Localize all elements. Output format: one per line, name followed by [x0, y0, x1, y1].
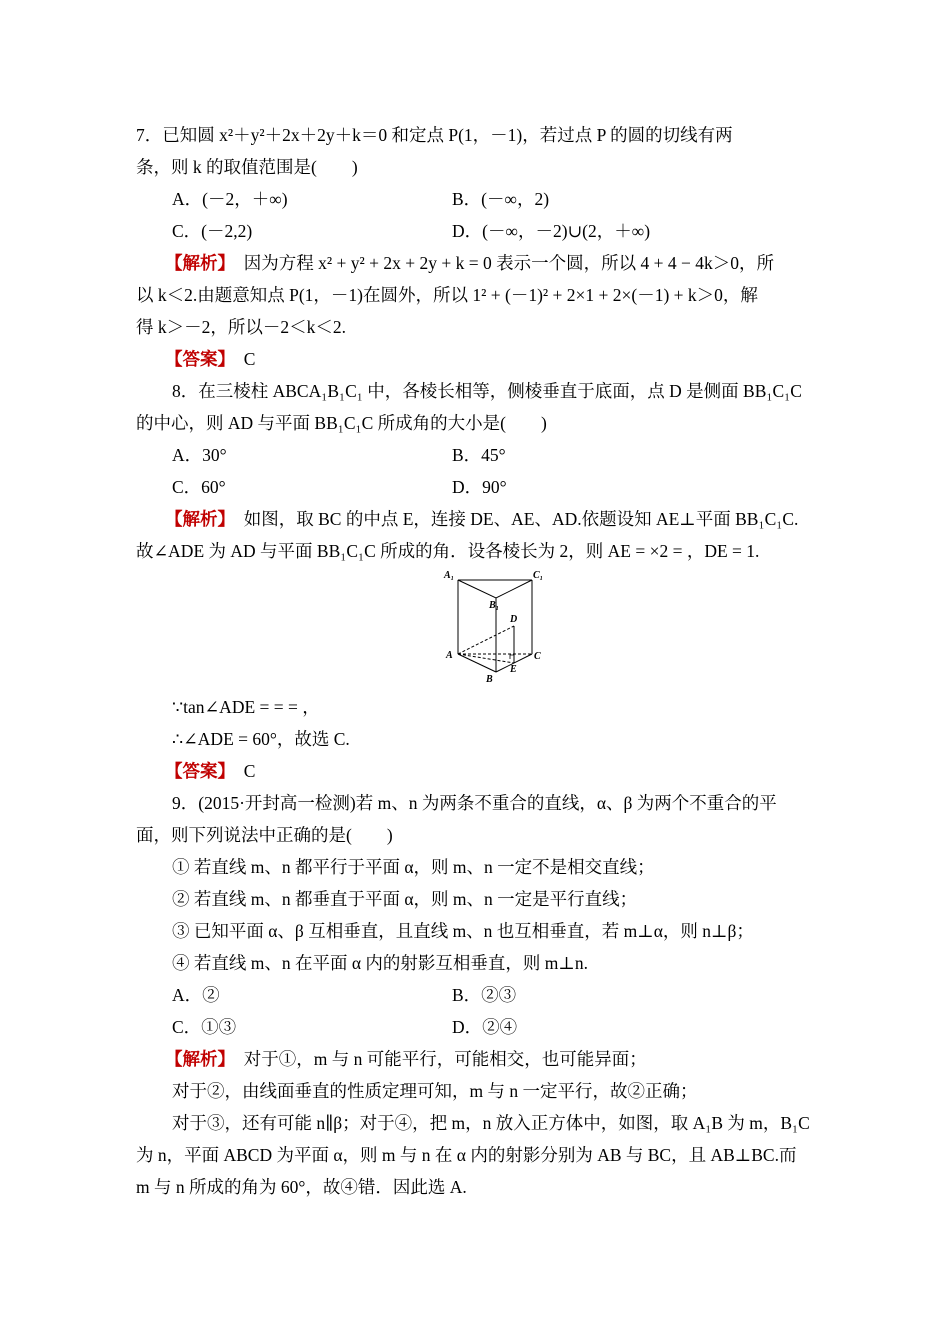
q8-option-a: A．30°	[172, 445, 227, 465]
q8-answer-value: C	[226, 761, 256, 781]
label-a1: A₁	[444, 570, 455, 581]
label-e: E	[510, 664, 517, 675]
q9-statement-4: ④ 若直线 m、n 在平面 α 内的射影互相垂直，则 m⊥n.	[172, 953, 588, 973]
label-a: A	[446, 650, 453, 661]
q9-solution-line4: 为 n，平面 ABCD 为平面 α，则 m 与 n 在 α 内的射影分别为 AB 与 BC，且 AB⊥BC.而	[136, 1145, 797, 1165]
q7-stem-line2: 条，则 k 的取值范围是( )	[136, 157, 358, 177]
q7-answer-tag: 【答案】	[165, 349, 227, 369]
q7-options-row2	[172, 219, 852, 243]
q9-option-b: B．②③	[452, 985, 517, 1005]
q8-solution-line1	[165, 507, 845, 531]
q9-option-a: A．②	[172, 985, 220, 1005]
triangular-prism-diagram	[440, 568, 550, 686]
q8-answer	[165, 759, 845, 783]
q9-solution-tag: 【解析】	[165, 1049, 227, 1069]
label-c: C	[534, 651, 541, 662]
q9-statement-3: ③ 已知平面 α、β 互相垂直，且直线 m、n 也互相垂直，若 m⊥α，则 n⊥β；	[172, 921, 754, 941]
q8-solution-line4: ∴∠ADE = 60°，故选 C.	[172, 729, 350, 749]
q7-option-d: D．(－∞，－2)∪(2，＋∞)	[452, 221, 651, 241]
q9-statement-2: ② 若直线 m、n 都垂直于平面 α，则 m、n 一定是平行直线；	[172, 889, 638, 909]
q8-answer-tag: 【答案】	[165, 761, 227, 781]
q9-options-row2	[172, 1015, 852, 1039]
prism-figure	[440, 568, 550, 686]
q8-stem-line2: 的中心，则 AD 与平面 BB₁C₁C 所成角的大小是( )	[136, 413, 547, 433]
q9-statement-1: ① 若直线 m、n 都平行于平面 α，则 m、n 一定不是相交直线；	[172, 857, 655, 877]
q9-stem-line1: 9．(2015·开封高一检测)若 m、n 为两条不重合的直线，α、β 为两个不重合的平	[172, 793, 777, 813]
q7-option-a: A．(－2，＋∞)	[172, 189, 288, 209]
q7-answer-value: C	[226, 349, 256, 369]
q9-stem-line2: 面，则下列说法中正确的是( )	[136, 825, 393, 845]
q7-solution-line3: 得 k＞－2，所以－2＜k＜2.	[136, 317, 346, 337]
label-b1: B₁	[489, 600, 500, 611]
label-d: D	[510, 614, 518, 625]
q7-solution-line2: 以 k＜2.由题意知点 P(1，－1)在圆外，所以 1² + (－1)² + 2×1 + 2×(－1) + k＞0，解	[136, 285, 758, 305]
q9-solution-line2: 对于②，由线面垂直的性质定理可知，m 与 n 一定平行，故②正确；	[172, 1081, 698, 1101]
q7-answer	[165, 347, 845, 371]
q8-stem-line1: 8．在三棱柱 ABCA₁B₁C₁ 中，各棱长相等，侧棱垂直于底面，点 D 是侧面 BB₁C₁C	[172, 381, 802, 401]
q7-solution-line1	[165, 251, 845, 275]
q9-option-c: C．①③	[172, 1017, 237, 1037]
q8-solution-tag: 【解析】	[165, 509, 227, 529]
q7-stem-line1: 7．已知圆 x²＋y²＋2x＋2y＋k＝0 和定点 P(1，－1)，若过点 P 的圆的切线有两	[136, 125, 733, 145]
q9-option-d: D．②④	[452, 1017, 518, 1037]
q9-solution-line5: m 与 n 所成的角为 60°，故④错．因此选 A.	[136, 1177, 467, 1197]
q8-solution-line3: ∵tan∠ADE = = = ，	[172, 697, 320, 717]
q9-solution-text1: 对于①，m 与 n 可能平行，可能相交，也可能异面；	[226, 1049, 647, 1069]
q8-option-c: C．60°	[172, 477, 226, 497]
q8-solution-line2: 故∠ADE 为 AD 与平面 BB₁C₁C 所成的角．设各棱长为 2，则 AE = ×2 = ，DE = 1.	[136, 541, 760, 561]
q9-options-row1	[172, 983, 852, 1007]
q7-solution-tag: 【解析】	[165, 253, 227, 273]
label-c1: C₁	[533, 570, 544, 581]
q9-solution-line3: 对于③，还有可能 n∥β；对于④，把 m，n 放入正方体中，如图，取 A₁B 为 m，B₁C	[172, 1113, 810, 1133]
q7-solution-text1: 因为方程 x² + y² + 2x + 2y + k = 0 表示一个圆，所以 4 + 4 − 4k＞0，所	[226, 253, 774, 273]
q8-option-b: B．45°	[452, 445, 506, 465]
q7-option-b: B．(－∞，2)	[452, 189, 550, 209]
q8-option-d: D．90°	[452, 477, 507, 497]
label-b: B	[486, 674, 493, 685]
q9-solution-line1	[165, 1047, 845, 1071]
q7-option-c: C．(－2,2)	[172, 221, 253, 241]
q8-options-row1	[172, 443, 852, 467]
q8-options-row2	[172, 475, 852, 499]
q8-solution-text1: 如图，取 BC 的中点 E，连接 DE、AE、AD.依题设知 AE⊥平面 BB₁C₁C.	[226, 509, 799, 529]
q7-options-row1	[172, 187, 852, 211]
